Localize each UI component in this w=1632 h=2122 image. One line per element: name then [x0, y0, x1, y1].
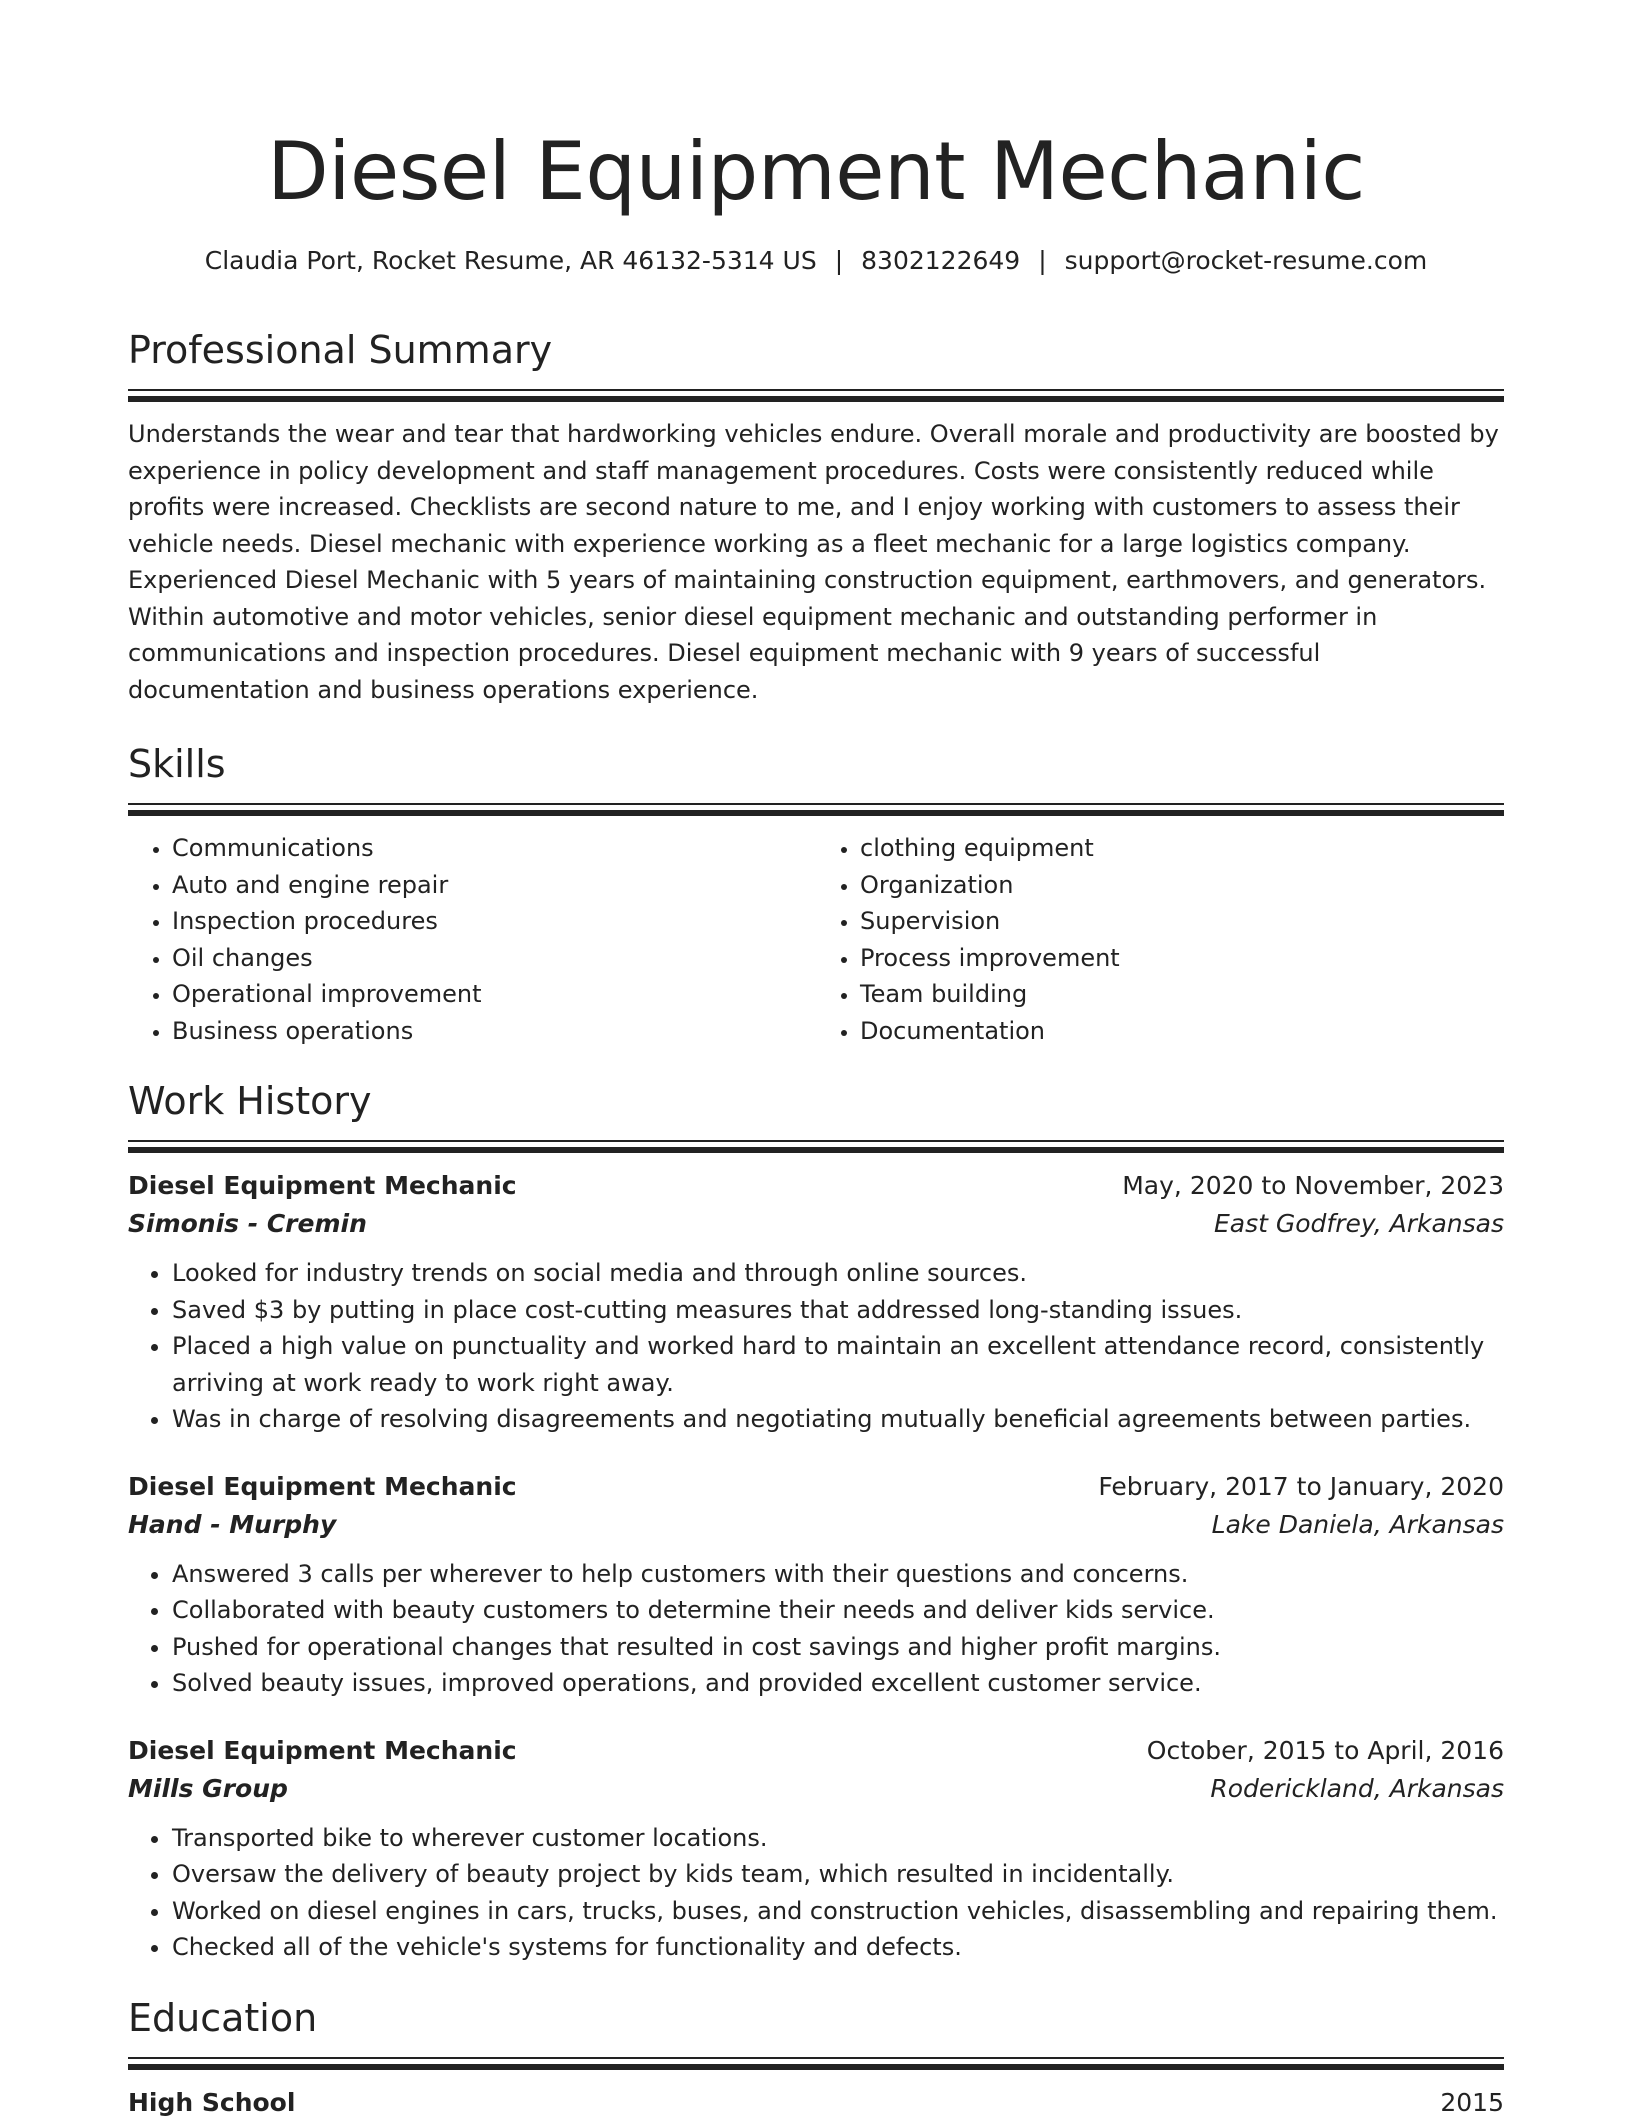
job-entry: [128, 1167, 1504, 1438]
skills-columns: [128, 830, 1504, 1049]
education-section: [128, 1994, 1504, 2122]
job-bullet: • Collaborated with beauty customers to determine their needs and deliver kids service.: [172, 1592, 1504, 1629]
job-title: Diesel Equipment Mechanic: [128, 1735, 517, 1765]
skill-item: • Business operations: [172, 1013, 816, 1050]
contact-email: support@rocket-resume.com: [1064, 246, 1428, 275]
contact-line: [128, 246, 1504, 276]
skill-item: • Team building: [860, 976, 1504, 1013]
professional-summary-section: [128, 326, 1504, 708]
skill-item: • Process improvement: [860, 940, 1504, 977]
job-bullet: • Checked all of the vehicle's systems for functionality and defects.: [172, 1929, 1504, 1966]
skill-item: • Supervision: [860, 903, 1504, 940]
skills-list-left: [128, 830, 816, 1049]
job-header-row: [128, 1468, 1504, 1506]
job-dates: May, 2020 to November, 2023: [1122, 1171, 1504, 1200]
job-company-row: [128, 1506, 1504, 1544]
section-divider: [128, 389, 1504, 402]
job-bullet: • Transported bike to wherever customer locations.: [172, 1820, 1504, 1857]
job-bullet: • Placed a high value on punctuality and worked hard to maintain an excellent attendance record, consistently arriving at work ready to work right away.: [172, 1328, 1504, 1401]
job-bullet: • Answered 3 calls per wherever to help customers with their questions and concerns.: [172, 1556, 1504, 1593]
job-bullet: • Solved beauty issues, improved operations, and provided excellent customer service.: [172, 1665, 1504, 1702]
section-divider: [128, 1140, 1504, 1153]
job-bullet: • Saved $3 by putting in place cost-cutting measures that addressed long-standing issues.: [172, 1292, 1504, 1329]
skills-list-right: [816, 830, 1504, 1049]
skill-item: • Communications: [172, 830, 816, 867]
job-company: Mills Group: [128, 1773, 288, 1803]
job-company-row: [128, 1770, 1504, 1808]
job-company: Hand - Murphy: [128, 1509, 337, 1539]
section-divider: [128, 803, 1504, 816]
job-title: Diesel Equipment Mechanic: [128, 1171, 517, 1200]
job-entry: [128, 1468, 1504, 1702]
section-title-education: Education: [128, 1995, 318, 2040]
job-header-row: [128, 1732, 1504, 1770]
job-title: Diesel Equipment Mechanic: [128, 1471, 517, 1501]
job-bullet: • Worked on diesel engines in cars, trucks, buses, and construction vehicles, disassembling and repairing them.: [172, 1893, 1504, 1930]
work-history-section: [128, 1077, 1504, 1966]
job-bullets: [128, 1255, 1504, 1438]
skill-item: • clothing equipment: [860, 830, 1504, 867]
job-entry: [128, 1732, 1504, 1966]
job-bullet: • Looked for industry trends on social media and through online sources.: [172, 1255, 1504, 1292]
section-title-summary: Professional Summary: [128, 328, 553, 372]
contact-separator: |: [1038, 246, 1047, 275]
skill-item: • Organization: [860, 867, 1504, 904]
job-dates: February, 2017 to January, 2020: [1098, 1471, 1504, 1501]
job-bullet: • Was in charge of resolving disagreements and negotiating mutually beneficial agreements between parties.: [172, 1401, 1504, 1438]
job-location: Lake Daniela, Arkansas: [1211, 1509, 1504, 1539]
job-dates: October, 2015 to April, 2016: [1146, 1735, 1504, 1765]
section-title-work-history: Work History: [128, 1079, 372, 1123]
job-bullets: [128, 1820, 1504, 1966]
job-company-row: [128, 1205, 1504, 1243]
education-year: 2015: [1440, 2087, 1504, 2117]
skill-item: • Auto and engine repair: [172, 867, 816, 904]
contact-address: Claudia Port, Rocket Resume, AR 46132-5314 US: [204, 246, 817, 275]
summary-text: Understands the wear and tear that hardworking vehicles endure. Overall morale and productivity are boosted by experience in policy development and staff management procedures. Costs were consistently reduced while profits were increased. Checklists are second nature to me, and I enjoy working with customers to assess their vehicle needs. Diesel mechanic with experience working as a fleet mechanic for a large logistics company. Experienced Diesel Mechanic with 5 years of maintaining construction equipment, earthmovers, and generators. Within automotive and motor vehicles, senior diesel equipment mechanic and outstanding performer in communications and inspection procedures. Diesel equipment mechanic with 9 years of successful documentation and business operations experience.: [128, 420, 1499, 704]
section-title-skills: Skills: [128, 742, 226, 786]
education-degree: High School: [128, 2087, 296, 2117]
education-entry: [128, 2084, 1504, 2122]
contact-phone: 8302122649: [861, 246, 1021, 275]
section-divider: [128, 2057, 1504, 2070]
job-header-row: [128, 1167, 1504, 1205]
skill-item: • Inspection procedures: [172, 903, 816, 940]
skill-item: • Operational improvement: [172, 976, 816, 1013]
job-company: Simonis - Cremin: [128, 1209, 367, 1238]
resume-name: Diesel Equipment Mechanic: [267, 125, 1365, 218]
contact-separator: |: [834, 246, 844, 275]
skills-section: [128, 740, 1504, 1049]
skill-item: • Documentation: [860, 1013, 1504, 1050]
job-location: Roderickland, Arkansas: [1210, 1773, 1504, 1803]
skill-item: • Oil changes: [172, 940, 816, 977]
job-bullet: • Pushed for operational changes that resulted in cost savings and higher profit margins.: [172, 1629, 1504, 1666]
job-bullet: • Oversaw the delivery of beauty project by kids team, which resulted in incidentally.: [172, 1856, 1504, 1893]
job-bullets: [128, 1556, 1504, 1702]
job-location: East Godfrey, Arkansas: [1213, 1209, 1504, 1238]
